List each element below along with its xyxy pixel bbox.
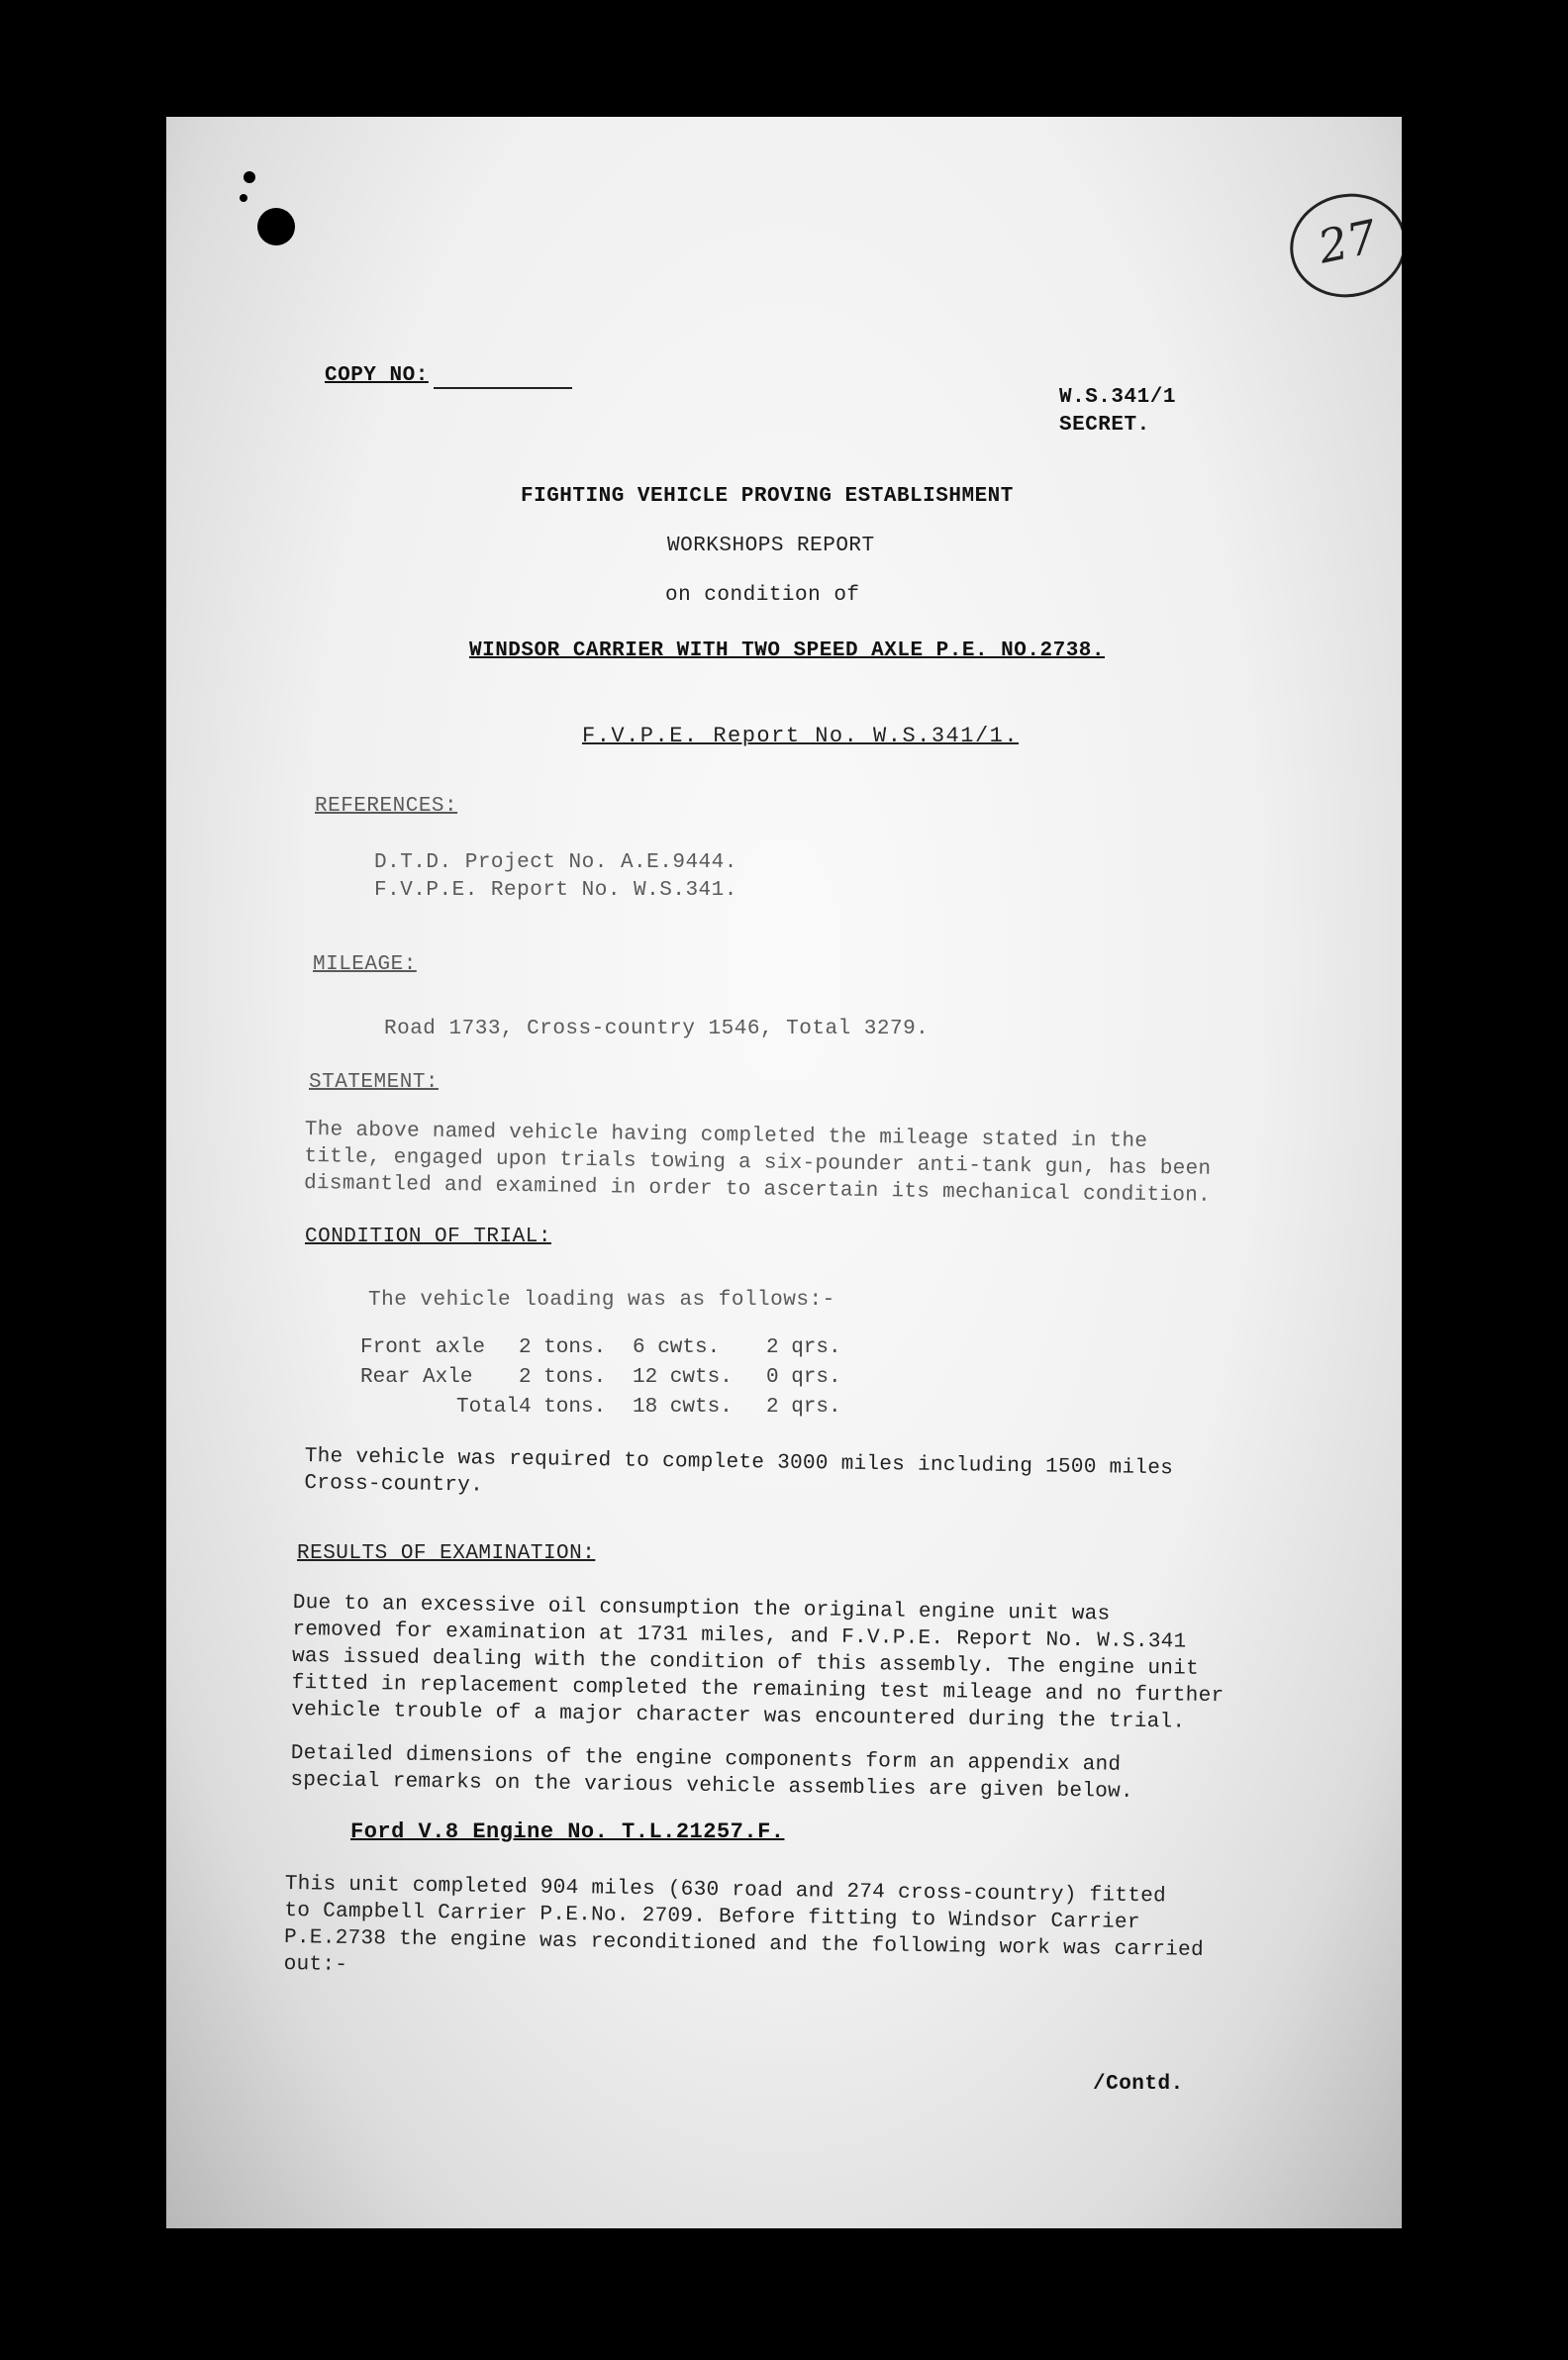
folio-stamp xyxy=(1280,183,1402,308)
ink-speck xyxy=(240,194,247,202)
report-number: F.V.P.E. Report No. W.S.341/1. xyxy=(582,724,1020,748)
classification-label: SECRET. xyxy=(1059,414,1150,437)
loading-row xyxy=(360,1396,841,1419)
loading-tons: 2 tons. xyxy=(519,1366,607,1389)
engine-body: This unit completed 904 miles (630 road and 274 cross-country) fitted to Campbell Carrier P.E.No. 2709. Before fitting to Windsor Carrier P.E.2738 the engine was reconditioned and the following work was carried out:- xyxy=(283,1872,1205,1977)
trial-requirement: The vehicle was required to complete 3000 miles including 1500 miles Cross-country. xyxy=(304,1444,1174,1498)
copy-label: COPY NO: xyxy=(325,364,429,387)
ink-speck xyxy=(244,171,255,183)
results-paragraph-1: Due to an excessive oil consumption the original engine unit was removed for examination at 1731 miles, and F.V.P.E. Report No. W.S.341 was issued dealing with the condition of this assembly. The engine unit fitted in replacement completed the remaining test mileage and no further vehicle trouble of a major character was encountered during the trial. xyxy=(291,1591,1225,1734)
mileage-heading: MILEAGE: xyxy=(313,953,417,976)
loading-qrs: 2 qrs. xyxy=(766,1396,841,1419)
mileage-line: Road 1733, Cross-country 1546, Total 3279. xyxy=(384,1018,930,1040)
loading-label: Total xyxy=(455,1396,519,1419)
reference-code: W.S.341/1 xyxy=(1059,386,1176,409)
reference-line-1: D.T.D. Project No. A.E.9444. xyxy=(374,851,737,874)
vehicle-title: WINDSOR CARRIER WITH TWO SPEED AXLE P.E. NO.2738. xyxy=(469,639,1106,662)
loading-row xyxy=(360,1366,841,1389)
loading-tons: 4 tons. xyxy=(519,1396,607,1419)
document-sheet xyxy=(166,117,1402,2228)
continued-marker: /Contd. xyxy=(1093,2073,1184,2096)
results-paragraph-2: Detailed dimensions of the engine components form an appendix and special remarks on the various vehicle assemblies are given below. xyxy=(290,1741,1134,1804)
results-heading: RESULTS OF EXAMINATION: xyxy=(297,1542,596,1565)
reference-line-2: F.V.P.E. Report No. W.S.341. xyxy=(374,879,737,902)
loading-tons: 2 tons. xyxy=(519,1336,607,1359)
loading-intro: The vehicle loading was as follows:- xyxy=(368,1289,835,1312)
loading-qrs: 0 qrs. xyxy=(766,1366,841,1389)
loading-cwts: 6 cwts. xyxy=(633,1336,721,1359)
condition-of-trial-heading: CONDITION OF TRIAL: xyxy=(305,1226,551,1248)
on-condition-text: on condition of xyxy=(665,584,860,607)
copy-number-blank xyxy=(434,387,572,389)
loading-row xyxy=(360,1336,841,1359)
loading-label: Front axle xyxy=(360,1336,486,1359)
statement-heading: STATEMENT: xyxy=(309,1071,440,1094)
loading-cwts: 12 cwts. xyxy=(633,1366,733,1389)
report-type: WORKSHOPS REPORT xyxy=(667,535,875,557)
loading-label: Rear Axle xyxy=(360,1366,473,1389)
statement-body: The above named vehicle having completed the mileage stated in the title, engaged upon trials towing a six-pounder anti-tank gun, has been dismantled and examined in order to ascertain its mechanical condition. xyxy=(303,1118,1212,1208)
folio-number: 27 xyxy=(1313,209,1382,274)
references-heading: REFERENCES: xyxy=(315,795,458,818)
punch-hole xyxy=(257,208,295,246)
engine-heading: Ford V.8 Engine No. T.L.21257.F. xyxy=(350,1819,785,1844)
organisation-title: FIGHTING VEHICLE PROVING ESTABLISHMENT xyxy=(521,485,1014,508)
loading-cwts: 18 cwts. xyxy=(633,1396,733,1419)
loading-qrs: 2 qrs. xyxy=(766,1336,841,1359)
